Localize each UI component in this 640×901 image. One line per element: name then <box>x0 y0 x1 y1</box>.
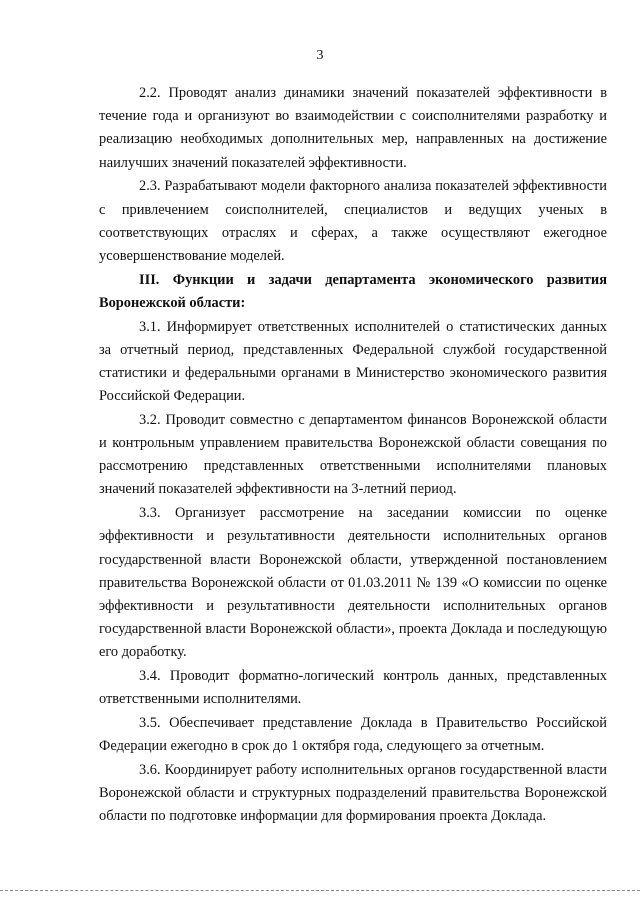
paragraph-3-3: 3.3. Организует рассмотрение на заседании комиссии по оценке эффективности и результативности деятельности исполнительных органов государственной власти Воронежской области, утвержденной постановлением правительства Воронежской области от 01.03.2011 № 139 «О комиссии по оценке эффективности и результативности деятельности исполнительных органов государственной власти Воронежской области», проекта Доклада и последующую его доработку. <box>99 505 607 661</box>
paragraph-2-3: 2.3. Разрабатывают модели факторного анализа показателей эффективности с привлечением соисполнителей, специалистов и ведущих ученых в соответствующих отраслях и сферах, а также осуществляют ежегодное усовершенствование моделей. <box>99 178 607 264</box>
paragraph-2-2: 2.2. Проводят анализ динамики значений показателей эффективности в течение года и организуют во взаимодействии с соисполнителями разработку и реализацию необходимых дополнительных мер, направленных на достижение наилучших значений показателей эффективности. <box>99 85 607 171</box>
document-body <box>99 82 607 829</box>
paragraph-3-5: 3.5. Обеспечивает представление Доклада в Правительство Российской Федерации ежегодно в срок до 1 октября года, следующего за отчетным. <box>99 714 607 755</box>
paragraph-3-4: 3.4. Проводит форматно-логический контроль данных, представленных ответственными исполнителями. <box>99 668 607 708</box>
page-number: 3 <box>316 48 324 63</box>
paragraph-3-2: 3.2. Проводит совместно с департаментом финансов Воронежской области и контрольным управлением правительства Воронежской области совещания по рассмотрению представленных ответственными исполнителями плановых значений показателей эффективности на 3-летний период. <box>99 411 607 498</box>
paragraph-3-6: 3.6. Координирует работу исполнительных органов государственной власти Воронежской области и структурных подразделений правительства Воронежской области по подготовке информации для формирования проекта Доклада. <box>99 761 607 825</box>
scan-edge-divider <box>0 890 640 891</box>
section-heading-3: III. Функции и задачи департамента экономического развития Воронежской области: <box>99 271 607 311</box>
paragraph-3-1: 3.1. Информирует ответственных исполнителей о статистических данных за отчетный период, представленных Федеральной службой государственной статистики и федеральными органами в Министерство экономического развития Российской Федерации. <box>99 318 607 405</box>
